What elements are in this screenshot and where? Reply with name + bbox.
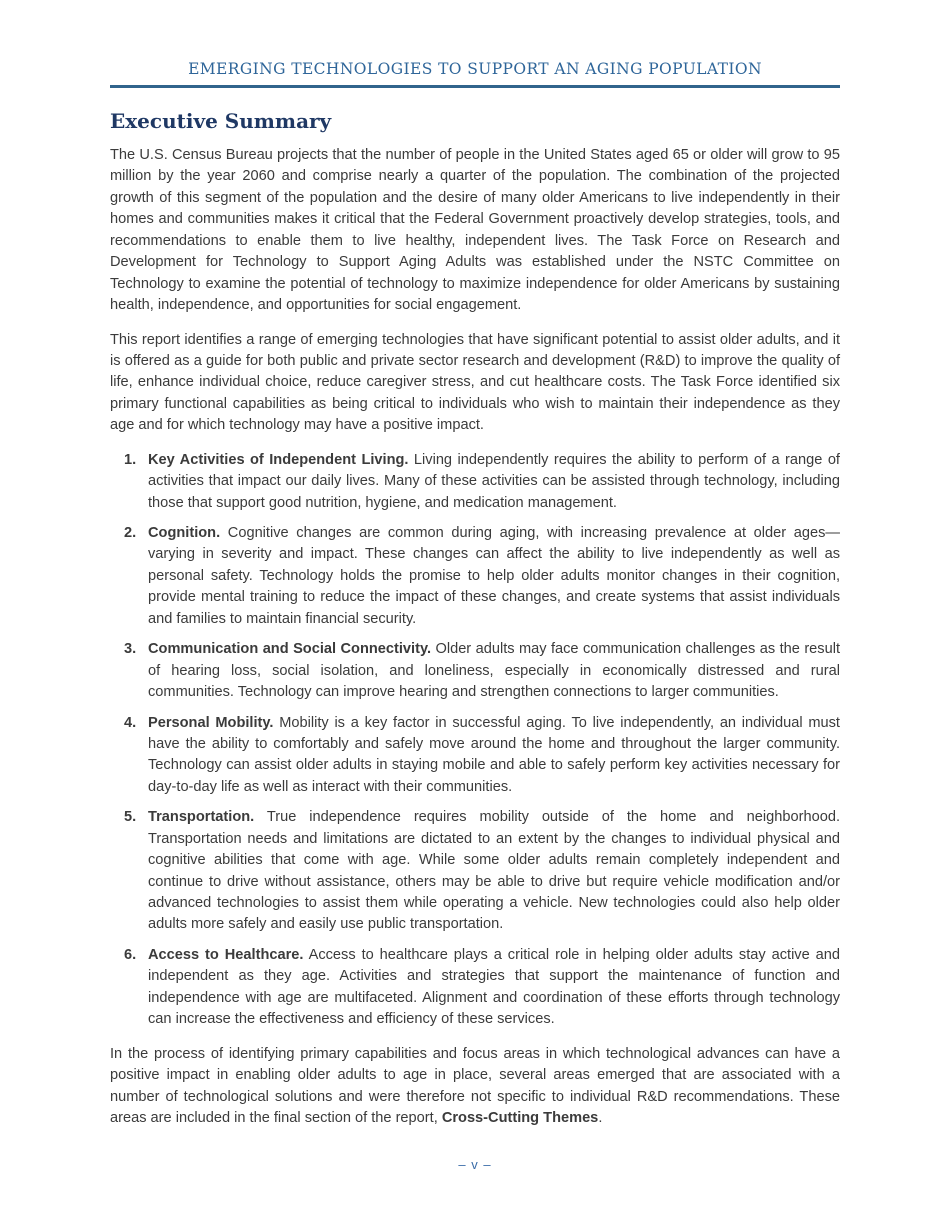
page-number: – v – (458, 1157, 492, 1172)
closing-paragraph (110, 1044, 840, 1130)
list-item-text (148, 523, 840, 630)
list-item-number: 3. (124, 641, 137, 658)
report-overview-paragraph: This report identifies a range of emerging technologies that have significant potential to assist older adults, and it is offered as a guide for both public and private sector research and development (R&D) to improve the quality of life, enhance individual choice, reduce caregiver stress, and cut healthcare costs. The Task Force identified six primary functional capabilities as being critical to individuals who wish to maintain their independence as they age and for which technology may have a positive impact. (110, 331, 840, 434)
list-item-text (148, 945, 840, 1031)
intro-paragraph: The U.S. Census Bureau projects that the number of people in the United States aged 65 or older will grow to 95 million by the year 2060 and comprise nearly a quarter of the population. The combination of the projected growth of this segment of the population and the desire of many older Americans to live independently in their homes and communities makes it critical that the Federal Government proactively develop strategies, tools, and recommendations to enable them to live healthy, independent lives. The Task Force on Research and Development for Technology to Support Aging Adults was established under the NSTC Committee on Technology to examine the potential of technology to maximize independence for older Americans by sustaining health, independence, and opportunities for social engagement. (110, 147, 840, 314)
list-item-heading: Key Activities of Independent Living. (148, 451, 409, 468)
list-item-number: 5. (124, 809, 137, 826)
list-item-access-to-healthcare (124, 945, 840, 1031)
list-item-cognition (124, 523, 840, 630)
list-item-heading: Communication and Social Connectivity. (148, 641, 432, 658)
list-item-body: True independence requires mobility outside of the home and neighborhood. Transportation needs and limitations are dictated to an extent by the changes to individual physical and cognitive abilities that come with age. While some older adults remain completely independent and continue to drive without assistance, others may be able to drive but require vehicle modification and/or advanced technologies to assist them while operating a vehicle. New technologies could also help older adults more safely and easily use public transportation. (148, 809, 840, 933)
list-item-number: 6. (124, 946, 137, 963)
page-header (110, 0, 840, 88)
list-item-text (148, 450, 840, 514)
list-item-text (148, 639, 840, 703)
closing-text-before: In the process of identifying primary capabilities and focus areas in which technological advances can have a positive impact in enabling older adults to age in place, several areas emerged that are associated with a number of technological solutions and were therefore not specific to individual R&D recommendations. These areas are included in the final section of the report, (110, 1045, 840, 1126)
list-item-heading: Personal Mobility. (148, 714, 274, 731)
list-item-personal-mobility (124, 713, 840, 799)
list-item-body: Older adults may face communication challenges as the result of hearing loss, social isolation, and loneliness, especially in economically distressed and rural communities. Technology can improve hearing and strengthen connections to larger communities. (148, 641, 841, 701)
list-item-body: Mobility is a key factor in successful aging. To live independently, an individual must have the ability to comfortably and safely move around the home and throughout the larger community. Technology can assist older adults in staying mobile and able to safely perform key activities necessary for day-to-day life as well as interact with their communities. (148, 714, 840, 795)
list-item-number: 2. (124, 525, 137, 541)
section-title: Executive Summary (110, 109, 332, 133)
list-item-body: Access to healthcare plays a critical role in helping older adults stay active and independent as they age. Activities and strategies that support the maintenance of function and independence with age are multifaceted. Alignment and coordination of these efforts through technology can increase the effectiveness and efficiency of these services. (148, 946, 841, 1028)
list-item-text (148, 807, 840, 936)
list-item-number: 4. (124, 714, 137, 731)
list-item-communication (124, 639, 840, 703)
list-item-heading: Access to Healthcare. (148, 946, 304, 963)
page-content (110, 109, 840, 1129)
list-item-body: Living independently requires the ability to perform of a range of activities that impact our daily lives. Many of these activities can be assisted through technology, including those that support good nutrition, hygiene, and medication management. (148, 451, 840, 511)
page-footer (0, 1156, 950, 1174)
list-item-text (148, 713, 840, 799)
list-item-heading: Transportation. (148, 809, 255, 826)
list-item-key-activities (124, 450, 840, 514)
list-item-heading: Cognition. (148, 525, 221, 541)
list-item-body: Cognitive changes are common during aging, with increasing prevalence at older ages—varying in severity and impact. These changes can affect the ability to live independently as well as personal safety. Technology holds the promise to help older adults monitor changes in their cognition, provide mental training to reduce the impact of these changes, and create systems that assist individuals and families to maintain financial security. (148, 525, 840, 627)
running-header-title: EMERGING TECHNOLOGIES TO SUPPORT AN AGING POPULATION (188, 60, 762, 78)
list-item-number: 1. (124, 451, 137, 468)
list-item-transportation (124, 807, 840, 936)
capability-list (124, 450, 840, 1031)
closing-bold-phrase: Cross-Cutting Themes (441, 1109, 599, 1126)
closing-text-after: . (598, 1109, 603, 1126)
